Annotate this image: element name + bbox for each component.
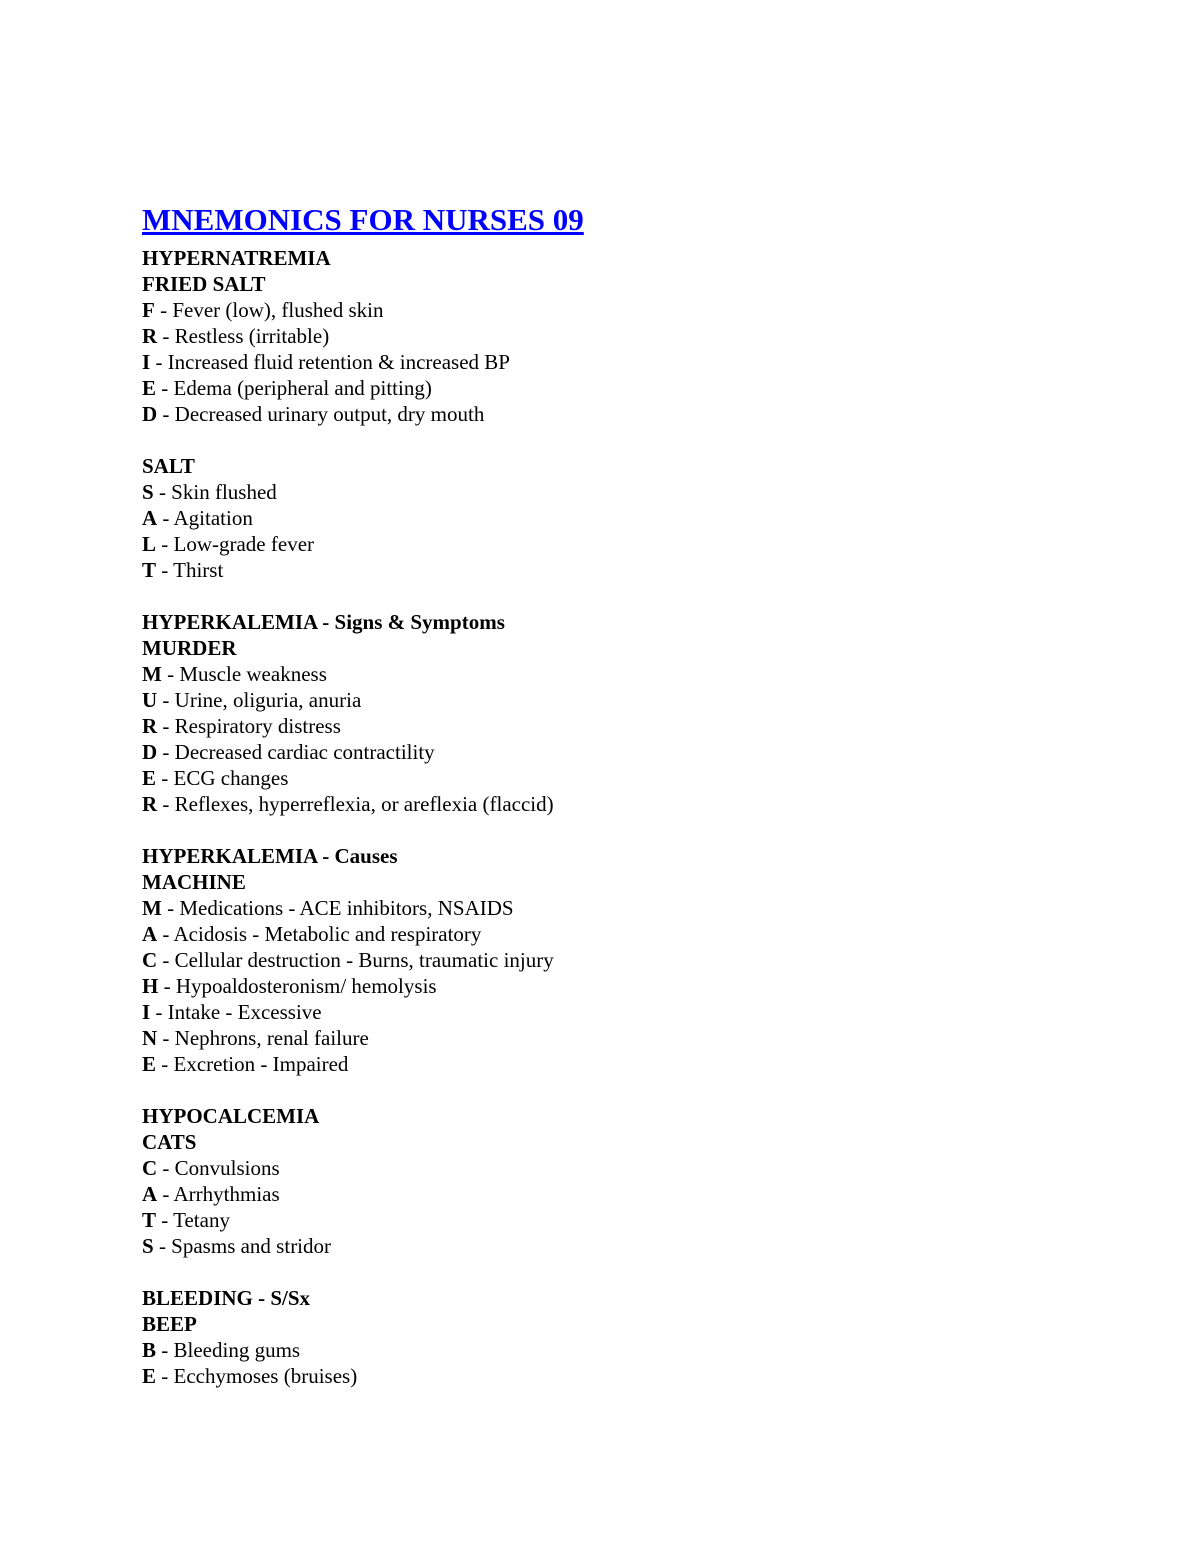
mnemonic-text: - ECG changes	[156, 766, 289, 790]
mnemonic-letter: H	[142, 974, 159, 998]
mnemonic-letter: E	[142, 1052, 157, 1076]
mnemonic-section	[142, 1285, 1042, 1389]
mnemonic-item	[142, 739, 1042, 765]
mnemonic-item	[142, 791, 1042, 817]
mnemonic-item	[142, 1233, 1042, 1259]
mnemonic-letter: R	[142, 714, 158, 738]
mnemonic-item	[142, 921, 1042, 947]
mnemonic-item	[142, 1155, 1042, 1181]
mnemonic-letter: B	[142, 1338, 157, 1362]
mnemonic-text: - Cellular destruction - Burns, traumatic injury	[157, 948, 554, 972]
mnemonic-item	[142, 973, 1042, 999]
heading-extra: - Causes	[317, 844, 398, 868]
section-heading	[142, 245, 1042, 271]
mnemonic-text: - Excretion - Impaired	[156, 1052, 349, 1076]
mnemonic-letter: N	[142, 1026, 158, 1050]
mnemonic-item	[142, 479, 1042, 505]
document-page	[142, 199, 1042, 1415]
mnemonic-word	[142, 635, 1042, 661]
mnemonic-text: - Skin flushed	[153, 480, 277, 504]
heading-main: BEEP	[142, 1312, 197, 1336]
mnemonic-item	[142, 687, 1042, 713]
mnemonic-word	[142, 271, 1042, 297]
mnemonic-section	[142, 453, 1042, 583]
mnemonic-text: - Hypoaldosteronism/ hemolysis	[158, 974, 437, 998]
section-heading	[142, 609, 1042, 635]
mnemonic-item	[142, 999, 1042, 1025]
mnemonic-letter: E	[142, 376, 157, 400]
mnemonic-text: - Decreased cardiac contractility	[157, 740, 435, 764]
mnemonic-item	[142, 895, 1042, 921]
heading-main: HYPERNATREMIA	[142, 246, 331, 270]
mnemonic-letter: D	[142, 740, 158, 764]
mnemonic-text: - Ecchymoses (bruises)	[156, 1364, 358, 1388]
mnemonic-text: - Bleeding gums	[156, 1338, 301, 1362]
mnemonic-letter: F	[142, 298, 155, 322]
mnemonic-item	[142, 323, 1042, 349]
mnemonic-item	[142, 947, 1042, 973]
mnemonic-text: - Restless (irritable)	[157, 324, 330, 348]
mnemonic-text: - Spasms and stridor	[153, 1234, 332, 1258]
mnemonic-section	[142, 1103, 1042, 1259]
mnemonic-text: - Agitation	[157, 506, 253, 530]
section-heading	[142, 843, 1042, 869]
heading-main: MACHINE	[142, 870, 246, 894]
mnemonic-letter: S	[142, 480, 154, 504]
mnemonic-text: - Intake - Excessive	[150, 1000, 322, 1024]
mnemonic-item	[142, 349, 1042, 375]
mnemonic-sections	[142, 245, 1042, 1389]
mnemonic-item	[142, 1025, 1042, 1051]
mnemonic-section	[142, 609, 1042, 817]
mnemonic-item	[142, 557, 1042, 583]
mnemonic-item	[142, 661, 1042, 687]
mnemonic-section	[142, 245, 1042, 427]
mnemonic-text: - Thirst	[156, 558, 224, 582]
mnemonic-letter: C	[142, 1156, 158, 1180]
mnemonic-item	[142, 1337, 1042, 1363]
section-heading	[142, 1103, 1042, 1129]
heading-main: CATS	[142, 1130, 197, 1154]
mnemonic-text: - Decreased urinary output, dry mouth	[157, 402, 485, 426]
heading-main: HYPERKALEMIA	[142, 610, 318, 634]
mnemonic-letter: R	[142, 792, 158, 816]
mnemonic-text: - Respiratory distress	[157, 714, 341, 738]
mnemonic-item	[142, 713, 1042, 739]
mnemonic-word	[142, 1129, 1042, 1155]
mnemonic-letter: T	[142, 1208, 157, 1232]
mnemonic-text: - Low-grade fever	[156, 532, 315, 556]
mnemonic-letter: R	[142, 324, 158, 348]
mnemonic-letter: I	[142, 350, 151, 374]
mnemonic-letter: A	[142, 506, 158, 530]
mnemonic-item	[142, 505, 1042, 531]
mnemonic-section	[142, 843, 1042, 1077]
heading-main: HYPERKALEMIA	[142, 844, 318, 868]
mnemonic-text: - Reflexes, hyperreflexia, or areflexia (flaccid)	[157, 792, 554, 816]
mnemonic-letter: S	[142, 1234, 154, 1258]
mnemonic-item	[142, 531, 1042, 557]
mnemonic-item	[142, 1051, 1042, 1077]
mnemonic-text: - Urine, oliguria, anuria	[157, 688, 362, 712]
section-heading	[142, 453, 1042, 479]
mnemonic-letter: M	[142, 896, 162, 920]
mnemonic-item	[142, 375, 1042, 401]
mnemonic-text: - Tetany	[156, 1208, 230, 1232]
mnemonic-text: - Muscle weakness	[161, 662, 327, 686]
mnemonic-letter: A	[142, 922, 158, 946]
mnemonic-text: - Increased fluid retention & increased BP	[150, 350, 510, 374]
mnemonic-text: - Medications - ACE inhibitors, NSAIDS	[161, 896, 514, 920]
heading-main: HYPOCALCEMIA	[142, 1104, 320, 1128]
heading-main: BLEEDING - S/Sx	[142, 1286, 311, 1310]
mnemonic-word	[142, 1311, 1042, 1337]
heading-extra: - Signs & Symptoms	[317, 610, 505, 634]
mnemonic-text: - Acidosis - Metabolic and respiratory	[157, 922, 482, 946]
mnemonic-item	[142, 1363, 1042, 1389]
mnemonic-letter: E	[142, 1364, 157, 1388]
mnemonic-letter: L	[142, 532, 157, 556]
mnemonic-item	[142, 401, 1042, 427]
mnemonic-word	[142, 869, 1042, 895]
mnemonic-letter: T	[142, 558, 157, 582]
section-heading	[142, 1285, 1042, 1311]
mnemonic-text: - Nephrons, renal failure	[157, 1026, 369, 1050]
mnemonic-letter: A	[142, 1182, 158, 1206]
mnemonic-item	[142, 1181, 1042, 1207]
mnemonic-item	[142, 297, 1042, 323]
heading-main: MURDER	[142, 636, 237, 660]
mnemonic-text: - Fever (low), flushed skin	[154, 298, 384, 322]
heading-main: SALT	[142, 454, 195, 478]
mnemonic-letter: M	[142, 662, 162, 686]
mnemonic-text: - Arrhythmias	[157, 1182, 280, 1206]
mnemonic-letter: E	[142, 766, 157, 790]
heading-main: FRIED SALT	[142, 272, 266, 296]
mnemonic-text: - Convulsions	[157, 1156, 280, 1180]
mnemonic-item	[142, 1207, 1042, 1233]
mnemonic-letter: U	[142, 688, 158, 712]
mnemonic-item	[142, 765, 1042, 791]
document-title: MNEMONICS FOR NURSES 09	[142, 202, 584, 237]
mnemonic-letter: I	[142, 1000, 151, 1024]
mnemonic-letter: D	[142, 402, 158, 426]
mnemonic-text: - Edema (peripheral and pitting)	[156, 376, 432, 400]
mnemonic-letter: C	[142, 948, 158, 972]
